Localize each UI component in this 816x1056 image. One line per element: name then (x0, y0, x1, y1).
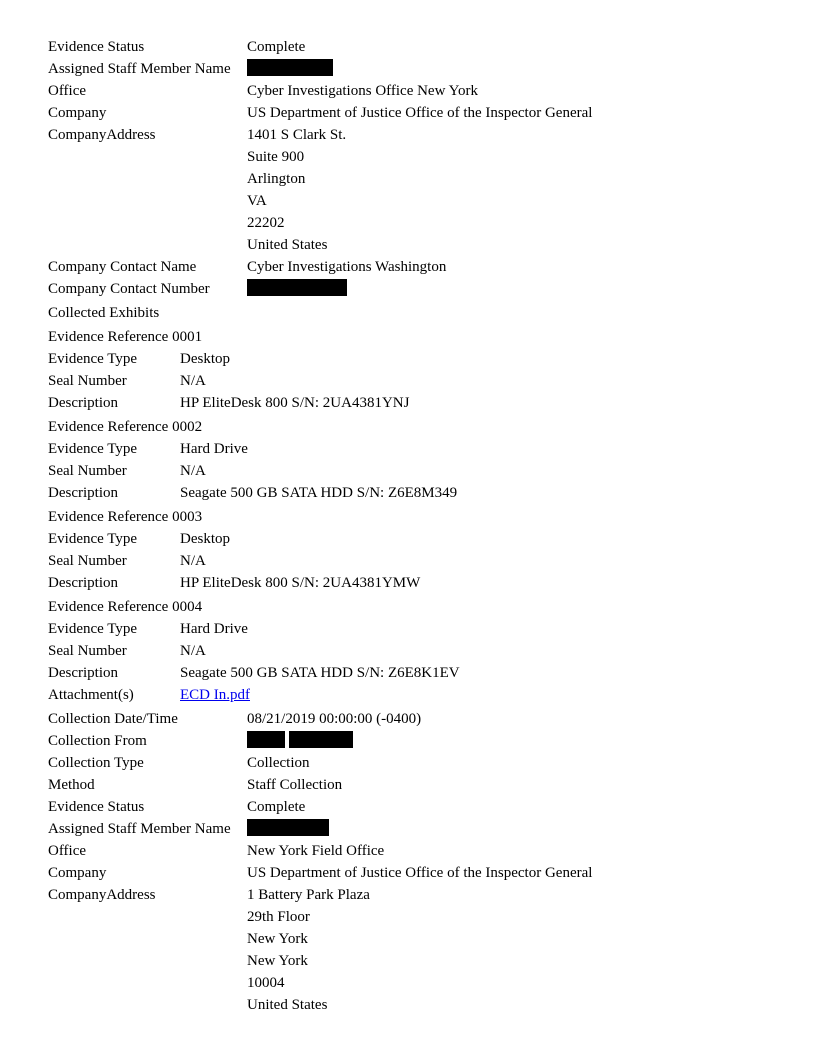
field-label: Evidence Type (48, 351, 138, 367)
redaction-block (247, 278, 347, 300)
field-label: Collection Date/Time (48, 711, 178, 727)
field-label: Company Contact Number (48, 281, 210, 297)
field-value: N/A (180, 553, 206, 569)
field-value: Desktop (180, 531, 230, 547)
field-value: Staff Collection (247, 777, 343, 793)
address-line: New York (247, 953, 308, 969)
field-label: Evidence Status (48, 39, 145, 55)
ref-number: 0001 (172, 329, 203, 345)
field-label: Method (48, 777, 95, 793)
field-label: Evidence Status (48, 799, 145, 815)
attachment-link[interactable]: ECD In.pdf (180, 687, 250, 703)
field-label: Seal Number (48, 643, 127, 659)
field-value: Desktop (180, 351, 230, 367)
field-label: Seal Number (48, 463, 127, 479)
field-label (48, 326, 202, 348)
field-value: 08/21/2019 00:00:00 (-0400) (247, 711, 422, 727)
redaction-block (247, 58, 333, 80)
field-value: Hard Drive (180, 621, 248, 637)
field-label: Evidence Type (48, 621, 138, 637)
field-label: Assigned Staff Member Name (48, 821, 231, 837)
field-label: Description (48, 395, 118, 411)
address-line: 1401 S Clark St. (247, 127, 347, 143)
address-line: United States (247, 997, 328, 1013)
address-line: 1 Battery Park Plaza (247, 887, 370, 903)
ref-number: 0003 (172, 509, 203, 525)
ref-number: 0002 (172, 419, 203, 435)
field-value: Cyber Investigations Office New York (247, 83, 478, 99)
field-label: Assigned Staff Member Name (48, 61, 231, 77)
field-label: Company (48, 865, 107, 881)
field-value: New York Field Office (247, 843, 385, 859)
field-value: US Department of Justice Office of the Inspector General (247, 865, 593, 881)
field-value: HP EliteDesk 800 S/N: 2UA4381YNJ (180, 395, 410, 411)
field-label: Seal Number (48, 553, 127, 569)
ref-label: Evidence Reference (48, 509, 169, 525)
field-value: Collection (247, 755, 310, 771)
redaction-block (247, 818, 329, 840)
field-value: N/A (180, 463, 206, 479)
field-label: CompanyAddress (48, 887, 156, 903)
ref-label: Evidence Reference (48, 599, 169, 615)
field-value: Cyber Investigations Washington (247, 259, 447, 275)
address-line: VA (247, 193, 267, 209)
address-line: 22202 (247, 215, 285, 231)
field-label (48, 416, 202, 438)
field-label: Description (48, 485, 118, 501)
address-line: Arlington (247, 171, 306, 187)
field-label (48, 506, 202, 528)
field-value: Seagate 500 GB SATA HDD S/N: Z6E8M349 (180, 485, 458, 501)
address-line: New York (247, 931, 308, 947)
address-line: 10004 (247, 975, 285, 991)
field-label: Evidence Type (48, 531, 138, 547)
ref-label: Evidence Reference (48, 329, 169, 345)
field-label (48, 596, 202, 618)
heading-label: Collected Exhibits (48, 305, 160, 321)
field-label: Evidence Type (48, 441, 138, 457)
field-value: Complete (247, 799, 306, 815)
field-label: Attachment(s) (48, 687, 134, 703)
field-value: US Department of Justice Office of the Inspector General (247, 105, 593, 121)
field-label: Description (48, 575, 118, 591)
address-line: 29th Floor (247, 909, 310, 925)
address-line: Suite 900 (247, 149, 305, 165)
field-label: CompanyAddress (48, 127, 156, 143)
field-value: Complete (247, 39, 306, 55)
field-label: Collection From (48, 733, 147, 749)
field-label: Description (48, 665, 118, 681)
field-label: Collection Type (48, 755, 144, 771)
field-label: Company Contact Name (48, 259, 197, 275)
field-label: Office (48, 843, 87, 859)
field-value: Seagate 500 GB SATA HDD S/N: Z6E8K1EV (180, 665, 460, 681)
field-value: N/A (180, 643, 206, 659)
field-label: Office (48, 83, 87, 99)
address-line: United States (247, 237, 328, 253)
ref-number: 0004 (172, 599, 203, 615)
field-value: Hard Drive (180, 441, 248, 457)
field-label: Company (48, 105, 107, 121)
redaction-block (247, 730, 353, 752)
ref-label: Evidence Reference (48, 419, 169, 435)
field-value: HP EliteDesk 800 S/N: 2UA4381YMW (180, 575, 421, 591)
field-value: N/A (180, 373, 206, 389)
field-label: Seal Number (48, 373, 127, 389)
